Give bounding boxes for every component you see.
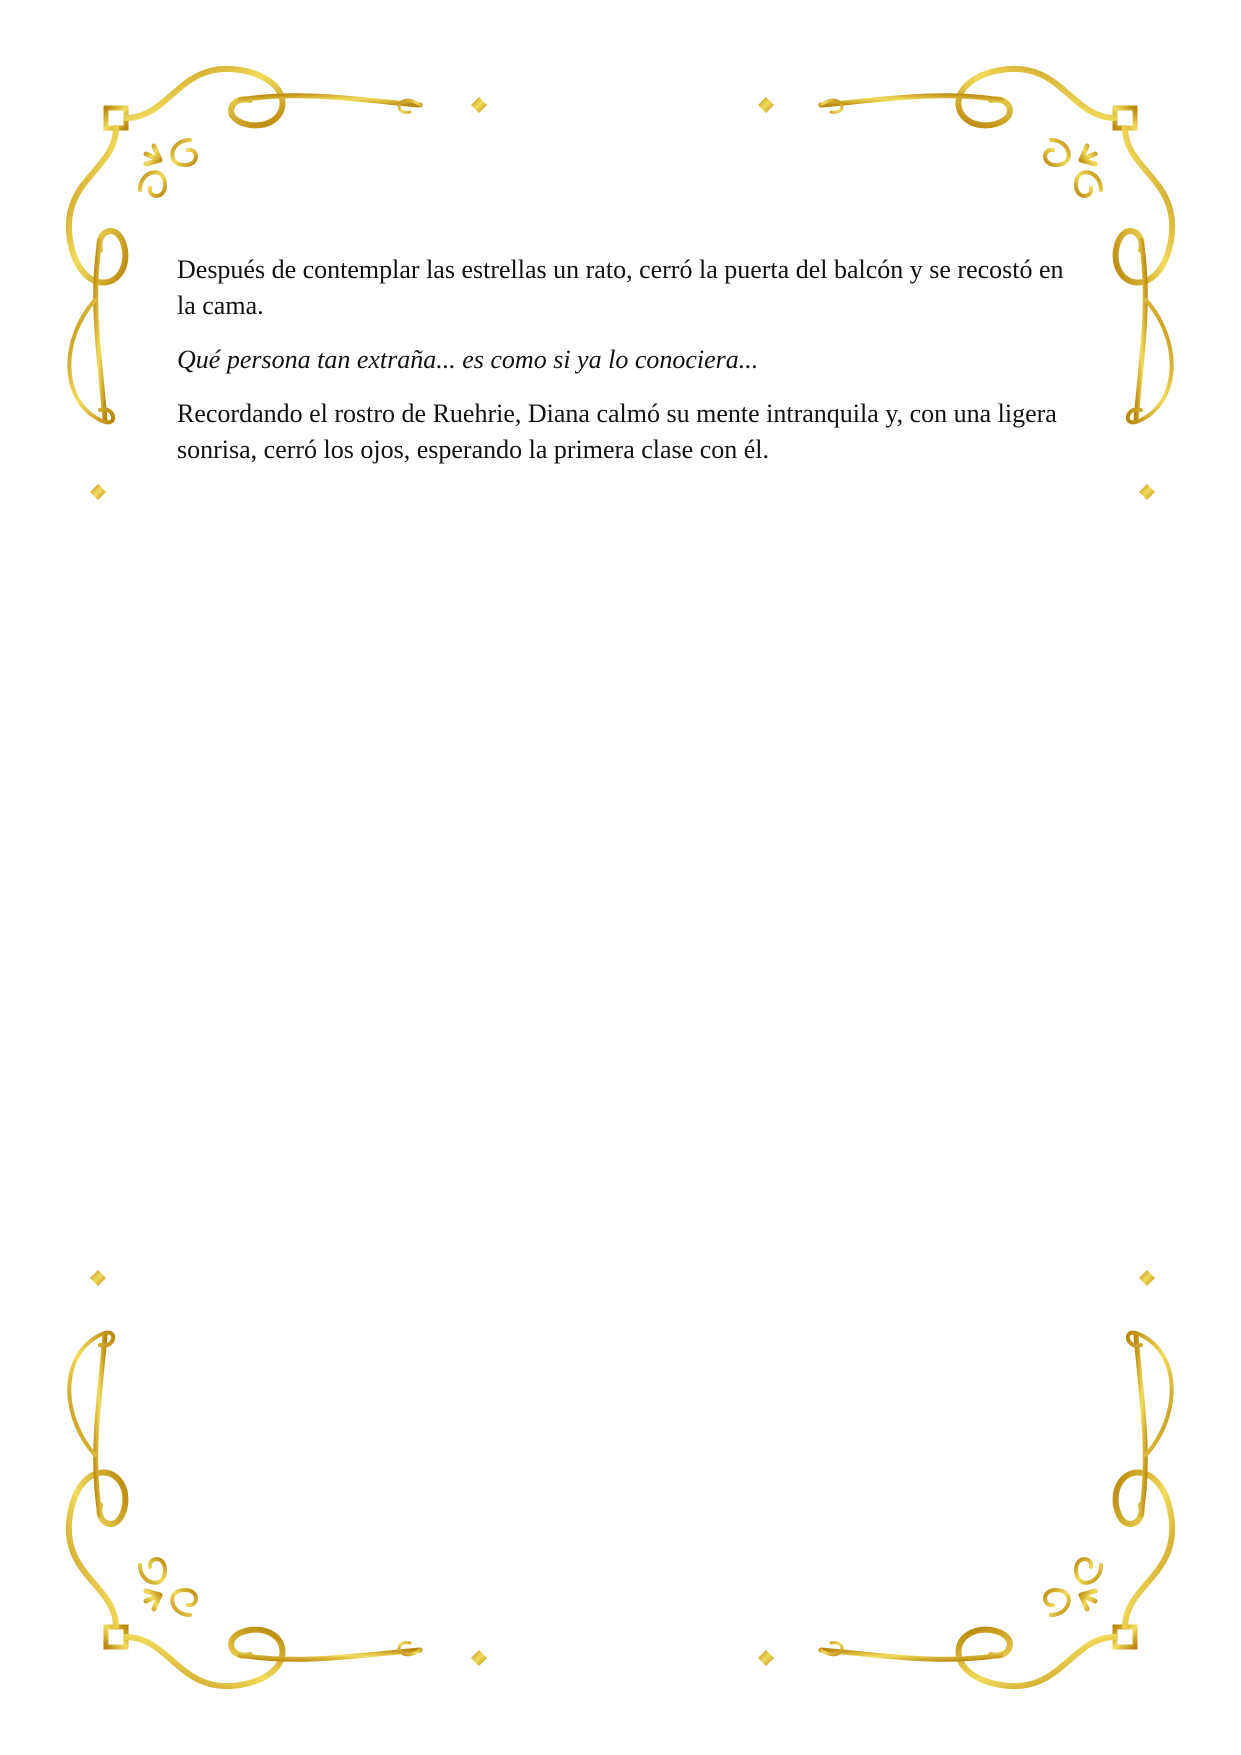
corner-ornament-bottom-left [69, 1255, 470, 1686]
paragraph-2-thought: Qué persona tan extraña... es como si ya lo conociera... [177, 345, 759, 374]
corner-ornament-bottom-right [771, 1255, 1172, 1686]
paragraph-1: Después de contemplar las estrellas un rato, cerró la puerta del balcón y se recostó en la cama. [177, 255, 1064, 320]
story-text [177, 252, 1077, 486]
paragraph-3: Recordando el rostro de Ruehrie, Diana calmó su mente intranquila y, con una ligera sonrisa, cerró los ojos, esperando la primera clase con él. [177, 399, 1057, 464]
